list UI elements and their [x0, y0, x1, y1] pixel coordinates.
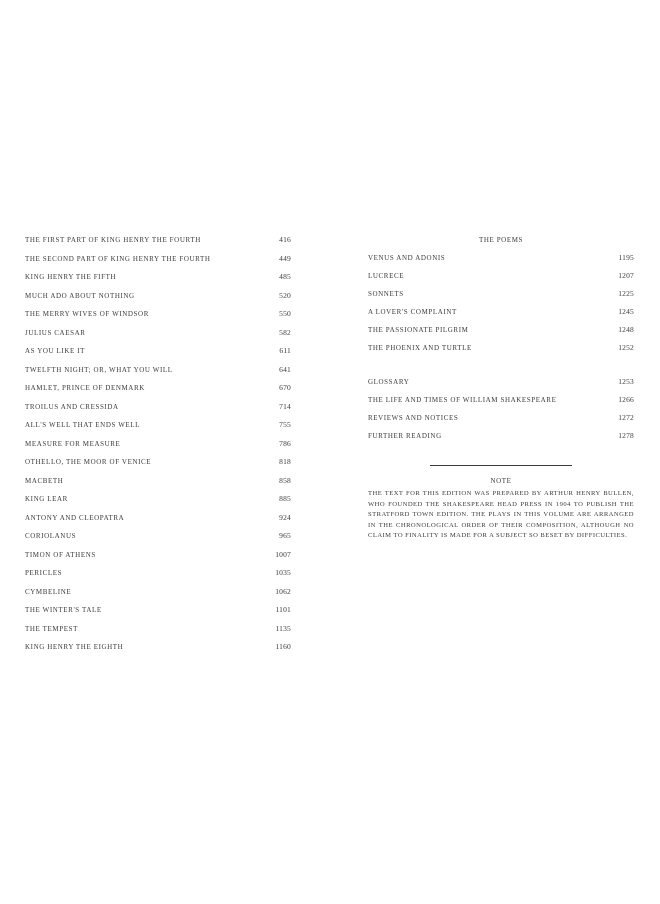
toc-entry-page: 1135: [275, 623, 291, 633]
toc-entry-title: MACBETH: [25, 476, 64, 485]
toc-entry-title: AS YOU LIKE IT: [25, 347, 86, 355]
toc-entry-title: LUCRECE: [368, 272, 405, 280]
toc-entry-page: 1101: [275, 605, 291, 614]
toc-entry: [368, 376, 634, 388]
toc-entry-title: THE PHOENIX AND TURTLE: [368, 344, 472, 352]
toc-entry-title: REVIEWS AND NOTICES: [368, 414, 459, 422]
toc-entry: [368, 252, 634, 264]
toc-entry-title: ALL'S WELL THAT ENDS WELL: [25, 421, 141, 429]
note-heading: NOTE: [490, 477, 512, 485]
toc-entry: [25, 586, 291, 598]
toc-entry-page: 1160: [275, 642, 291, 651]
toc-entry-title: FURTHER READING: [368, 432, 442, 440]
toc-entry-page: 924: [279, 512, 291, 522]
toc-entry-title: CYMBELINE: [25, 587, 72, 596]
toc-entry-page: 611: [279, 346, 291, 355]
toc-entry: [25, 512, 291, 524]
toc-entry: [25, 530, 291, 542]
toc-entry-page: 520: [279, 290, 291, 300]
toc-entry-page: 1245: [618, 307, 634, 316]
toc-entry-page: 786: [279, 438, 291, 448]
toc-entry: [25, 364, 291, 376]
note-body: THE TEXT FOR THIS EDITION WAS PREPARED BY ARTHUR HENRY BULLEN, WHO FOUNDED THE SHAKESPEARE HEAD PRESS IN 1904 TO PUBLISH THE STRATFORD TOWN EDITION. THE PLAYS IN THIS VOLUME ARE ARRANGED IN THE CHRONOLOGICAL ORDER OF THEIR COMPOSITION, ALTHOUGH NO CLAIM TO FINALITY IS MADE FOR A SUBJECT SO BESET BY DIFFICULTIES.: [368, 490, 634, 540]
toc-entry-page: 1062: [275, 586, 291, 596]
toc-entry-title: TIMON OF ATHENS: [25, 550, 96, 559]
toc-entry: [25, 419, 291, 431]
toc-entry-page: 1195: [618, 253, 634, 262]
toc-entry-page: 485: [279, 272, 291, 281]
toc-entry-title: KING LEAR: [25, 495, 68, 503]
toc-entry-page: 449: [279, 253, 291, 263]
poems-heading: THE POEMS: [478, 236, 524, 244]
toc-entry-page: 818: [279, 457, 291, 466]
toc-entry-page: 1248: [618, 325, 634, 334]
toc-entry-page: 1252: [618, 343, 634, 352]
toc-entry-page: 1007: [275, 549, 291, 559]
toc-entry-title: VENUS AND ADONIS: [368, 254, 446, 262]
toc-entry-title: THE FIRST PART OF KING HENRY THE FOURTH: [25, 236, 201, 244]
note-divider: [430, 465, 572, 466]
toc-entry: [25, 604, 291, 616]
toc-entry: [25, 234, 291, 246]
toc-entry: [368, 412, 634, 424]
toc-entry-page: 582: [279, 327, 291, 337]
toc-entry-page: 1278: [618, 431, 634, 440]
toc-entry-title: CORIOLANUS: [25, 532, 77, 540]
toc-entry-page: 755: [279, 420, 291, 429]
toc-entry: [368, 270, 634, 282]
toc-entry: [25, 549, 291, 561]
toc-entry: [368, 394, 634, 406]
toc-entry: [368, 342, 634, 354]
toc-entry: [368, 430, 634, 442]
toc-entry-title: THE TEMPEST: [25, 624, 78, 633]
toc-entry: [25, 493, 291, 505]
toc-entry-title: SONNETS: [368, 290, 404, 298]
toc-entry: [368, 288, 634, 300]
toc-entry-title: A LOVER'S COMPLAINT: [368, 308, 457, 316]
toc-entry: [25, 438, 291, 450]
toc-entry: [25, 345, 291, 357]
toc-entry-title: THE LIFE AND TIMES OF WILLIAM SHAKESPEARE: [368, 396, 557, 404]
toc-entry: [25, 290, 291, 302]
toc-entry: [25, 567, 291, 579]
toc-entry-page: 550: [279, 309, 291, 318]
toc-entry: [25, 382, 291, 394]
toc-entry-page: 885: [279, 494, 291, 503]
toc-entry-page: 1225: [618, 289, 634, 298]
toc-entry: [25, 308, 291, 320]
toc-entry: [25, 327, 291, 339]
toc-entry-title: GLOSSARY: [368, 378, 410, 386]
toc-entry-title: MUCH ADO ABOUT NOTHING: [25, 291, 135, 300]
toc-entry-page: 670: [279, 383, 291, 392]
toc-entry: [368, 306, 634, 318]
toc-entry-title: TROILUS AND CRESSIDA: [25, 402, 119, 411]
toc-entry-page: 1266: [618, 395, 634, 404]
toc-entry: [25, 475, 291, 487]
toc-entry-page: 965: [279, 531, 291, 540]
toc-entry-title: KING HENRY THE FIFTH: [25, 273, 117, 281]
toc-entry: [25, 401, 291, 413]
toc-entry-page: 858: [279, 475, 291, 485]
toc-entry: [25, 253, 291, 265]
toc-entry-title: HAMLET, PRINCE OF DENMARK: [25, 384, 145, 392]
toc-entry-title: PERICLES: [25, 569, 63, 577]
toc-entry-title: TWELFTH NIGHT; OR, WHAT YOU WILL: [25, 365, 173, 374]
toc-entry-page: 416: [279, 235, 291, 244]
toc-entry: [25, 641, 291, 653]
toc-entry-title: THE SECOND PART OF KING HENRY THE FOURTH: [25, 254, 211, 263]
toc-entry-title: THE PASSIONATE PILGRIM: [368, 326, 469, 334]
toc-entry-page: 1272: [618, 413, 634, 422]
toc-entry-page: 1207: [618, 271, 634, 280]
toc-entry-title: ANTONY AND CLEOPATRA: [25, 513, 125, 522]
toc-entry-page: 714: [279, 401, 291, 411]
toc-entry: [368, 324, 634, 336]
toc-entry-title: THE WINTER'S TALE: [25, 606, 102, 614]
toc-entry-title: THE MERRY WIVES OF WINDSOR: [25, 310, 149, 318]
toc-entry: [25, 271, 291, 283]
toc-entry-page: 1253: [618, 377, 634, 386]
toc-entry: [25, 456, 291, 468]
toc-entry-page: 1035: [275, 568, 291, 577]
toc-entry: [25, 623, 291, 635]
toc-entry-title: KING HENRY THE EIGHTH: [25, 643, 124, 651]
toc-entry-page: 641: [279, 364, 291, 374]
toc-entry-title: JULIUS CAESAR: [25, 328, 86, 337]
toc-entry-title: MEASURE FOR MEASURE: [25, 439, 121, 448]
toc-entry-title: OTHELLO, THE MOOR OF VENICE: [25, 458, 152, 466]
